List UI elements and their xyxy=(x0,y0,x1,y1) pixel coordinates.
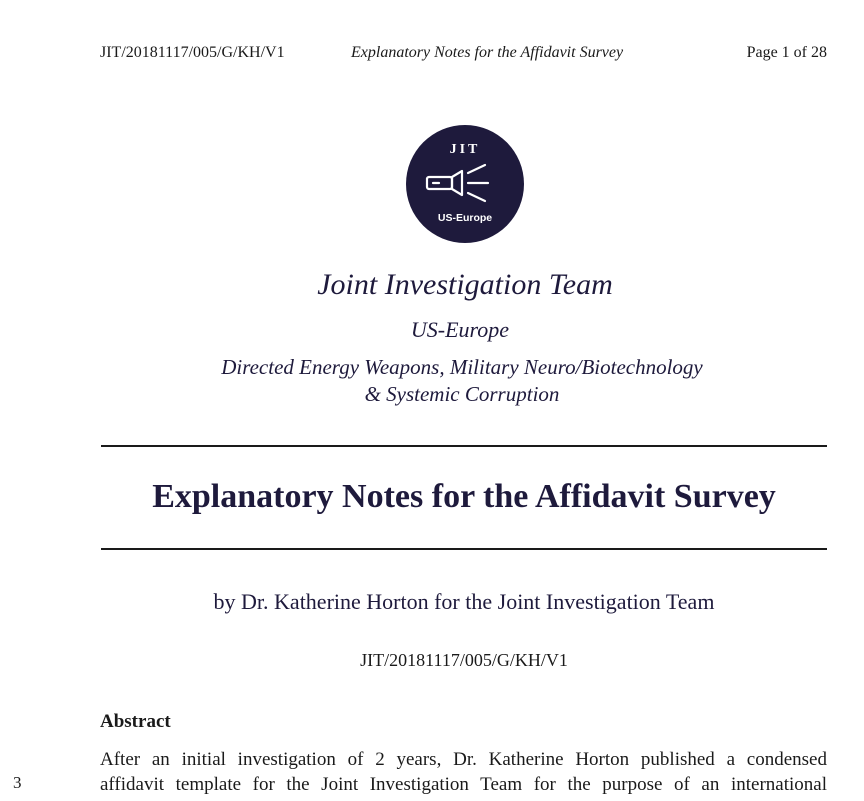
abstract-heading: Abstract xyxy=(100,711,171,732)
title-rule-bottom xyxy=(101,548,827,550)
abstract-line: affidavit template for the Joint Investigation Team for the purpose of an international xyxy=(100,774,827,795)
organization-focus xyxy=(0,354,864,408)
jit-logo xyxy=(405,124,525,244)
abstract-line: After an initial investigation of 2 years, Dr. Katherine Horton published a condensed xyxy=(100,749,827,770)
focus-line-1: Directed Energy Weapons, Military Neuro/Biotechnology xyxy=(221,355,703,379)
logo-bottom-text: US-Europe xyxy=(437,212,493,224)
focus-line-2: & Systemic Corruption xyxy=(364,382,560,406)
page-number: Page 1 of 28 xyxy=(746,44,827,61)
header-title: Explanatory Notes for the Affidavit Survey xyxy=(351,44,624,61)
header-reference: JIT/20181117/005/G/KH/V1 xyxy=(100,44,285,61)
title-rule-top xyxy=(101,445,827,447)
author-byline: by Dr. Katherine Horton for the Joint Investigation Team xyxy=(213,589,715,614)
organization-region: US-Europe xyxy=(410,317,510,342)
document-reference: JIT/20181117/005/G/KH/V1 xyxy=(360,650,568,670)
logo-top-text: JIT xyxy=(449,142,481,157)
margin-line-number: 3 xyxy=(13,773,22,792)
abstract-body xyxy=(100,747,827,797)
document-title: Explanatory Notes for the Affidavit Survey xyxy=(152,478,776,515)
organization-name: Joint Investigation Team xyxy=(317,268,613,301)
